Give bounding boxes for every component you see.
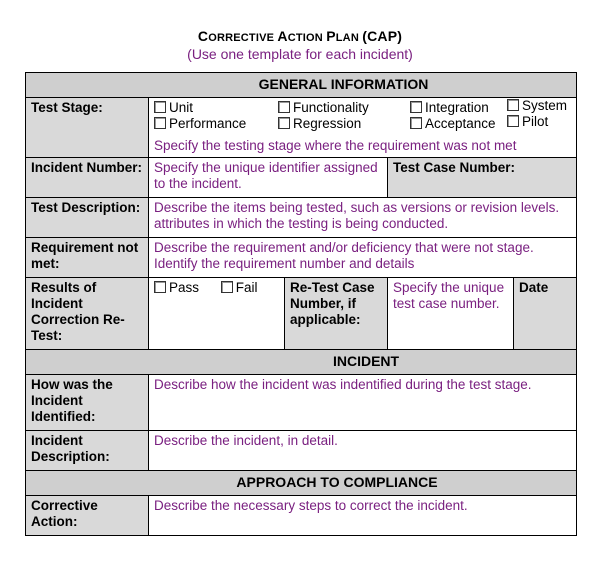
stage-option-system[interactable]: System xyxy=(507,98,567,114)
checkbox-icon[interactable] xyxy=(410,117,422,129)
page-title: CORRECTIVE ACTION PLAN (CAP) xyxy=(197,28,403,44)
results-options xyxy=(149,278,285,350)
page-subtitle: (Use one template for each incident) xyxy=(187,46,413,62)
section-header-incident: INCIDENT xyxy=(26,350,577,375)
corrective-action-field[interactable]: Describe the necessary steps to correct the incident. xyxy=(149,496,577,536)
checkbox-icon[interactable] xyxy=(507,99,519,111)
incident-description-label: Incident Description: xyxy=(26,431,149,471)
checkbox-icon[interactable] xyxy=(278,117,290,129)
test-description-field[interactable]: Describe the items being tested, such as versions or revision levels. attributes in which the testing is being conducted. xyxy=(149,198,577,238)
date-label: Date xyxy=(514,278,577,350)
cap-form-table xyxy=(25,72,577,536)
checkbox-icon[interactable] xyxy=(221,281,233,293)
identified-field[interactable]: Describe how the incident was indentified during the test stage. xyxy=(149,375,577,431)
section-header-general: GENERAL INFORMATION xyxy=(26,73,577,98)
test-case-number-label: Test Case Number: xyxy=(388,158,577,198)
stage-option-acceptance[interactable]: Acceptance xyxy=(410,116,496,132)
checkbox-icon[interactable] xyxy=(507,115,519,127)
test-stage-label: Test Stage: xyxy=(26,98,149,158)
results-label: Results of Incident Correction Re-Test: xyxy=(26,278,149,350)
stage-option-integration[interactable]: Integration xyxy=(410,100,489,116)
result-option-pass[interactable]: Pass xyxy=(154,280,199,296)
test-stage-hint: Specify the testing stage where the requirement was not met xyxy=(154,138,517,153)
incident-description-field[interactable]: Describe the incident, in detail. xyxy=(149,431,577,471)
stage-option-functionality[interactable]: Functionality xyxy=(278,100,369,116)
section-header-compliance: APPROACH TO COMPLIANCE xyxy=(26,471,577,496)
test-description-label: Test Description: xyxy=(26,198,149,238)
requirement-field[interactable]: Describe the requirement and/or deficiency that were not stage. Identify the requirement number and details xyxy=(149,238,577,278)
corrective-action-label: Corrective Action: xyxy=(26,496,149,536)
incident-number-label: Incident Number: xyxy=(26,158,149,198)
test-stage-options xyxy=(154,100,571,134)
retest-case-label: Re-Test Case Number, if applicable: xyxy=(285,278,388,350)
checkbox-icon[interactable] xyxy=(154,117,166,129)
stage-option-regression[interactable]: Regression xyxy=(278,116,361,132)
stage-option-unit[interactable]: Unit xyxy=(154,100,193,116)
retest-case-field[interactable]: Specify the unique test case number. xyxy=(388,278,514,350)
test-stage-cell xyxy=(149,98,577,158)
incident-number-field[interactable]: Specify the unique identifier assigned to the incident. xyxy=(149,158,388,198)
checkbox-icon[interactable] xyxy=(410,101,422,113)
checkbox-icon[interactable] xyxy=(154,101,166,113)
requirement-label: Requirement not met: xyxy=(26,238,149,278)
checkbox-icon[interactable] xyxy=(278,101,290,113)
identified-label: How was the Incident Identified: xyxy=(26,375,149,431)
result-option-fail[interactable]: Fail xyxy=(221,280,258,296)
checkbox-icon[interactable] xyxy=(154,281,166,293)
stage-option-pilot[interactable]: Pilot xyxy=(507,114,548,130)
stage-option-performance[interactable]: Performance xyxy=(154,116,246,132)
